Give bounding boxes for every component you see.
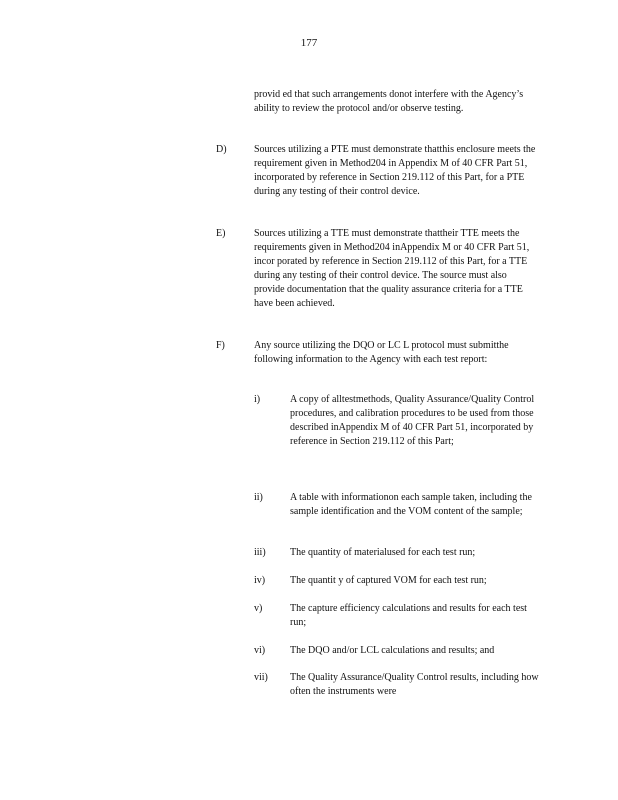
- subitem-label: iii): [254, 547, 266, 558]
- subitem-text: The capture efficiency calculations and results for each test run;: [290, 603, 527, 628]
- subitem-label: vi): [254, 645, 266, 656]
- item-label: F): [216, 340, 225, 351]
- subitem-text: A table with informationon each sample taken, including the sample identification and the VOM content of the sample;: [290, 492, 532, 517]
- subitem-label: vii): [254, 672, 268, 683]
- subitem-text: The quantit y of captured VOM for each test run;: [290, 575, 487, 586]
- item-text: Sources utilizing a TTE must demonstrate thattheir TTE meets the requirements given in Method204 inAppendix M or 40 CFR Part 51, incor porated by reference in Section 219.112 of this Part, for a TTE during any testing of their control device. The source must also provide documentation that the quality assurance criteria for a TTE have been achieved.: [254, 228, 530, 309]
- subitem-text: A copy of alltestmethods, Quality Assurance/Quality Control procedures, and calibration procedures to be used from those described inAppendix M of 40 CFR Part 51, incorporated by reference in Section 219.112 of this Part;: [290, 394, 535, 447]
- subitem-label: i): [254, 394, 261, 405]
- subitem-label: v): [254, 603, 263, 614]
- item-label: D): [216, 144, 227, 155]
- subitem-text: The Quality Assurance/Quality Control results, including how often the instruments were: [290, 672, 539, 697]
- subitem-text: The DQO and/or LCL calculations and results; and: [290, 645, 495, 656]
- subitem-label: iv): [254, 575, 266, 586]
- item-text: Sources utilizing a PTE must demonstrate thatthis enclosure meets the requirement given in Method204 in Appendix M of 40 CFR Part 51, incorporated by reference in Section 219.112 of this Part, for a PTE during any testing of their control device.: [254, 144, 536, 197]
- item-label: E): [216, 228, 226, 239]
- subitem-text: The quantity of materialused for each test run;: [290, 547, 476, 558]
- continuation-paragraph: provid ed that such arrangements donot interfere with the Agency’s ability to review the protocol and/or observe testing.: [254, 89, 524, 114]
- page-number: 177: [300, 37, 318, 49]
- item-text: Any source utilizing the DQO or LC L protocol must submitthe following information to the Agency with each test report:: [254, 340, 509, 365]
- subitem-label: ii): [254, 492, 263, 503]
